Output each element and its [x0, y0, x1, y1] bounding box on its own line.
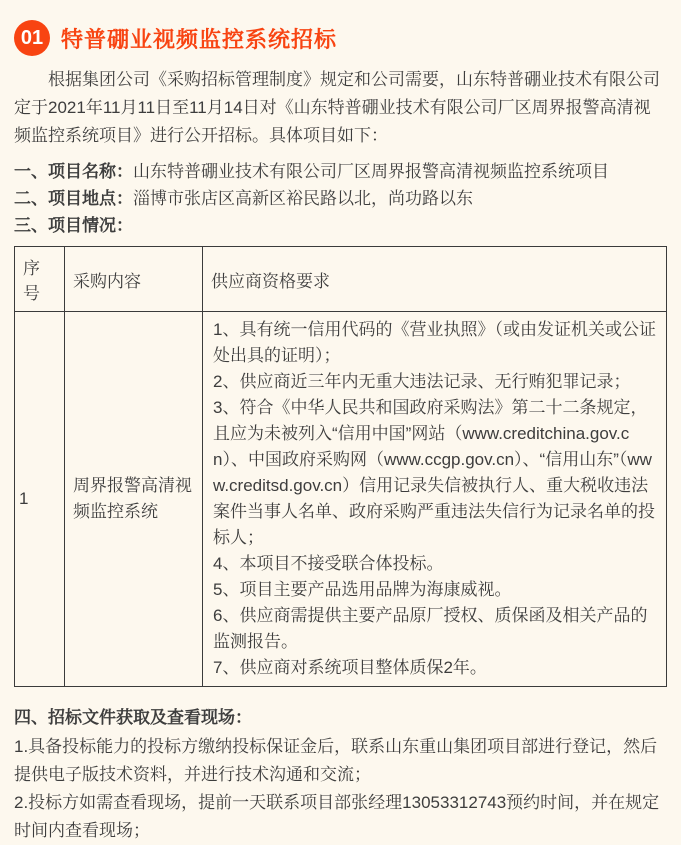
requirement-item: 4、本项目不接受联合体投标。	[213, 554, 444, 573]
requirement-item: 1、具有统一信用代码的《营业执照》（或由发证机关或公证处出具的证明）；	[213, 320, 656, 365]
requirement-item: 3、符合《中华人民共和国政府采购法》第二十二条规定，且应为未被列入“信用中国”网站（www.creditchina.gov.cn）、中国政府采购网（www.ccgp.gov.cn）、“信用山东”（www.creditsd.gov.cn）信用记录失信被执行人、重大税收违法案件当事人名单、政府采购严重违法失信行为记录名单的投标人；	[213, 398, 655, 547]
project-name-label: 一、项目名称：	[14, 162, 133, 181]
project-details-line	[14, 212, 667, 239]
requirement-item: 2、供应商近三年内无重大违法记录、无行贿犯罪记录；	[213, 372, 631, 391]
project-location-line	[14, 185, 667, 212]
supplier-requirements-cell	[203, 312, 667, 687]
page-title: 特普硼业视频监控系统招标	[61, 26, 338, 52]
procurement-content-cell: 周界报警高清视频监控系统	[65, 312, 203, 687]
table-header-row	[15, 247, 667, 312]
requirement-item: 5、项目主要产品选用品牌为海康威视。	[213, 580, 512, 599]
column-header-requirements: 供应商资格要求	[203, 247, 667, 312]
requirements-table	[14, 246, 667, 687]
column-header-content: 采购内容	[65, 247, 203, 312]
section-four	[14, 703, 667, 845]
project-name-line	[14, 158, 667, 185]
project-details-label: 三、项目情况：	[14, 216, 133, 235]
section-number-badge: 01	[14, 20, 50, 56]
project-location-label: 二、项目地点：	[14, 189, 133, 208]
section-four-paragraph: 1.具备投标能力的投标方缴纳投标保证金后，联系山东重山集团项目部进行登记，然后提供电子版技术资料，并进行技术沟通和交流；	[14, 737, 658, 784]
row-number-cell: 1	[15, 312, 65, 687]
document-header	[14, 20, 667, 56]
column-header-no: 序号	[15, 247, 65, 312]
table-row	[15, 312, 667, 687]
section-four-heading: 四、招标文件获取及查看现场：	[14, 708, 252, 727]
requirement-item: 7、供应商对系统项目整体质保2年。	[213, 658, 487, 677]
intro-paragraph: 根据集团公司《采购招标管理制度》规定和公司需要，山东特普硼业技术有限公司定于2021年11月11日至11月14日对《山东特普硼业技术有限公司厂区周界报警高清视频监控系统项目》进行公开招标。具体项目如下：	[14, 70, 660, 145]
requirement-item: 6、供应商需提供主要产品原厂授权、质保函及相关产品的监测报告。	[213, 606, 648, 651]
section-four-paragraph: 2.投标方如需查看现场，提前一天联系项目部张经理13053312743预约时间，并在规定时间内查看现场；	[14, 793, 660, 840]
project-name-value: 山东特普硼业技术有限公司厂区周界报警高清视频监控系统项目	[133, 162, 609, 181]
project-location-value: 淄博市张店区高新区裕民路以北，尚功路以东	[133, 189, 473, 208]
